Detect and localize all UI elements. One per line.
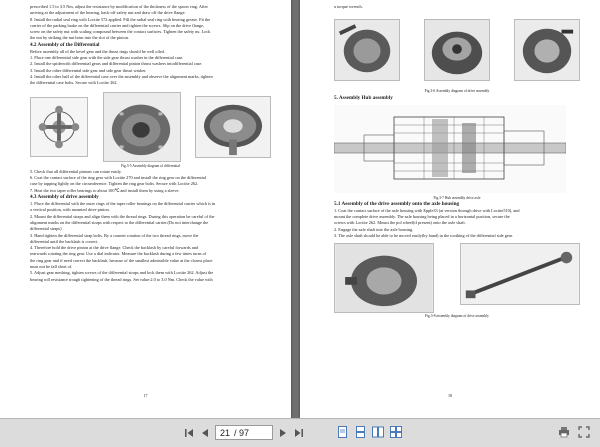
text-line: a vertical position, with mounted drive pinion.	[30, 207, 110, 213]
text-line: carrier of the parking brake on the differential carrier and tighten the screws. Slip on the drive flange,	[30, 22, 204, 28]
text-line: screw on the safety nut with scaling compound between the contact surfaces. Tighten the safety nu. Lock	[30, 29, 211, 35]
figure-axle-housing	[334, 243, 580, 313]
text-line: 2. Mount the differential straps and align them with the thread rings. During this operation be careful of the	[30, 213, 215, 219]
text-line: 2. Engage the axle shaft into the axle housing.	[334, 226, 414, 232]
text-line: Before assembly all of the bevel gear and the thrust rings should be well oiled.	[30, 48, 165, 54]
two-page-view-icon[interactable]	[372, 426, 384, 438]
ring-gear-image	[195, 96, 271, 158]
text-line: 3. Hand tighten the differential strap bolts. By a counter rotation of the two thread rings, move the	[30, 232, 199, 238]
figure-caption: Fig.3-6 Assembly diagram of drive assembly	[424, 89, 490, 94]
page-number-field[interactable]	[215, 425, 273, 440]
section-heading: 4.2 Assembly of the Differential	[30, 41, 100, 48]
next-page-icon[interactable]	[277, 426, 289, 440]
text-line: the nut by striking the nut brim into the slot of the pinion.	[30, 35, 129, 41]
text-line: 4. Therefore hold the drive pinion at the drive flange. Check the backlash by careful forwards and	[30, 245, 198, 251]
intro-paragraph	[30, 4, 271, 42]
text-line: must not be fall short of.	[30, 264, 73, 270]
text-line: 1. Place the differential with the outer rings of the taper roller bearings on the differential carrier which is in	[30, 201, 216, 207]
page-navigation	[183, 425, 305, 440]
text-line: 8. Install the radial seal ring with Loctite 572 applied. Fill the radial seal ring with bearing grease. Fit the	[30, 16, 211, 22]
text-line: the differential case bolts. Secure with Loctite 262.	[30, 80, 118, 86]
figure-caption: Fig.3-5 Assembly diagram of differential	[121, 163, 180, 168]
text-line: 2. Install the spiderwith differential gears and differential pinion thrust washers intodifferential case.	[30, 61, 203, 67]
document-page-18	[300, 0, 600, 418]
figure-caption: Fig.3-8 assembly diagram of drive assembly	[425, 314, 489, 319]
page-number: 18	[448, 393, 452, 398]
text-line: bearing roll resistance trough tightening of the thread rings. Set value:2.0 to 3.0 Nm. Check the value with	[30, 276, 213, 282]
text-line: 7. Heat the two taper roller bearings to about 100℃ and install them by using a sleeve.	[30, 187, 180, 193]
text-line: 5. Check that all differential pinions can rotate easily.	[30, 168, 122, 174]
last-page-icon[interactable]	[293, 426, 305, 440]
text-line: 4. Install the other half of the differential case over the assembly and observe the alignment marks, tighten	[30, 73, 213, 79]
text-line: screws with Loctite 262. Mount the pol wheel(if present) onto the axle shaft.	[334, 220, 466, 226]
total-pages-label: / 97	[234, 427, 250, 438]
section-heading: 4.3 Assembly of drive assembly	[30, 194, 99, 201]
text-line: 1. Place one differential side gear with the side gear thrust washer in the differential case.	[30, 55, 184, 61]
text-line: alignment marks on the differential straps with respect to the differential carrier.(Do not interchange the	[30, 219, 209, 225]
axle-shaft-photo	[460, 243, 580, 305]
page-number: 17	[143, 393, 148, 398]
two-page-continuous-icon[interactable]	[390, 426, 402, 438]
text-line: 3. The axle shaft should be able to be moved easily(by hand) in the toothing of the differential side gear.	[334, 233, 513, 239]
fullscreen-icon[interactable]	[578, 426, 590, 438]
drive-assembly-photo-2	[424, 19, 490, 81]
toolbar-right	[558, 426, 590, 438]
text-line: differential until the backlash is correct.	[30, 238, 99, 244]
document-page-17	[0, 0, 291, 418]
exploded-differential-image	[30, 97, 88, 157]
text-line: rearwards rotating the ring gear. Use a dial indicator. Measure the backlash during a few times turns of	[30, 251, 207, 257]
continuous-view-icon[interactable]	[354, 426, 366, 438]
section-heading: 5.1 Assembly of the drive assembly onto the axle housing	[334, 200, 460, 207]
differential-case-image	[103, 92, 181, 162]
text-line: mount the complete drive assembly. The axle housing being placed in a horizontal position, secure the	[334, 214, 510, 220]
axle-housing-photo	[334, 243, 434, 313]
drive-assembly-photo-1	[334, 19, 400, 81]
figure-caption: Fig.3-7 Hub assembly drive axle	[433, 195, 481, 200]
first-page-icon[interactable]	[183, 426, 195, 440]
print-icon[interactable]	[558, 426, 570, 438]
text-line: 6. Coat the contact surface of the ring gear with Loctite 270 and install the ring gear on the differential	[30, 175, 207, 181]
figure-drive-assembly	[334, 12, 580, 88]
figure-differential-assembly	[30, 91, 271, 163]
text-line: case by tapping lightly on the circumference. Tighten the ring gear bolts. Secure with Loctite 262.	[30, 181, 199, 187]
text-line: differential straps)	[30, 226, 62, 232]
current-page-input[interactable]: 21	[220, 427, 231, 438]
viewer-toolbar	[0, 418, 600, 447]
single-page-view-icon[interactable]	[336, 426, 348, 438]
text-line: prescribed 1.5 to 3.5 Nm, adjust the resistance by modification of the thickness of the spacer ring. After	[30, 4, 208, 9]
hub-assembly-cross-section	[334, 105, 566, 193]
text-line: 5. Adjust gear meshing, tighten screws of the differential straps and lock them with Loctite 262. Adjust the	[30, 270, 214, 276]
text-line: a torque wrench.	[334, 4, 363, 9]
text-line: 3. Install the other differential side gear and side gear thrust washer.	[30, 67, 147, 73]
text-line: 1. Coat the contact surface of the axle housing with Epple33 (at version through drive with Loctite510), and	[334, 207, 520, 213]
view-mode-buttons	[336, 426, 402, 438]
section-heading: 5. Assembly Hub assembly	[334, 94, 393, 101]
drive-assembly-photo-3	[514, 19, 580, 81]
text-line: arriving at the adjustment of the bearing, back-off safety nut and draw off the drive flange.	[30, 10, 186, 16]
text-line: the ring gear and if need correct the backlash, because of the smallest admissible value at the closest place	[30, 257, 213, 263]
prev-page-icon[interactable]	[199, 426, 211, 440]
